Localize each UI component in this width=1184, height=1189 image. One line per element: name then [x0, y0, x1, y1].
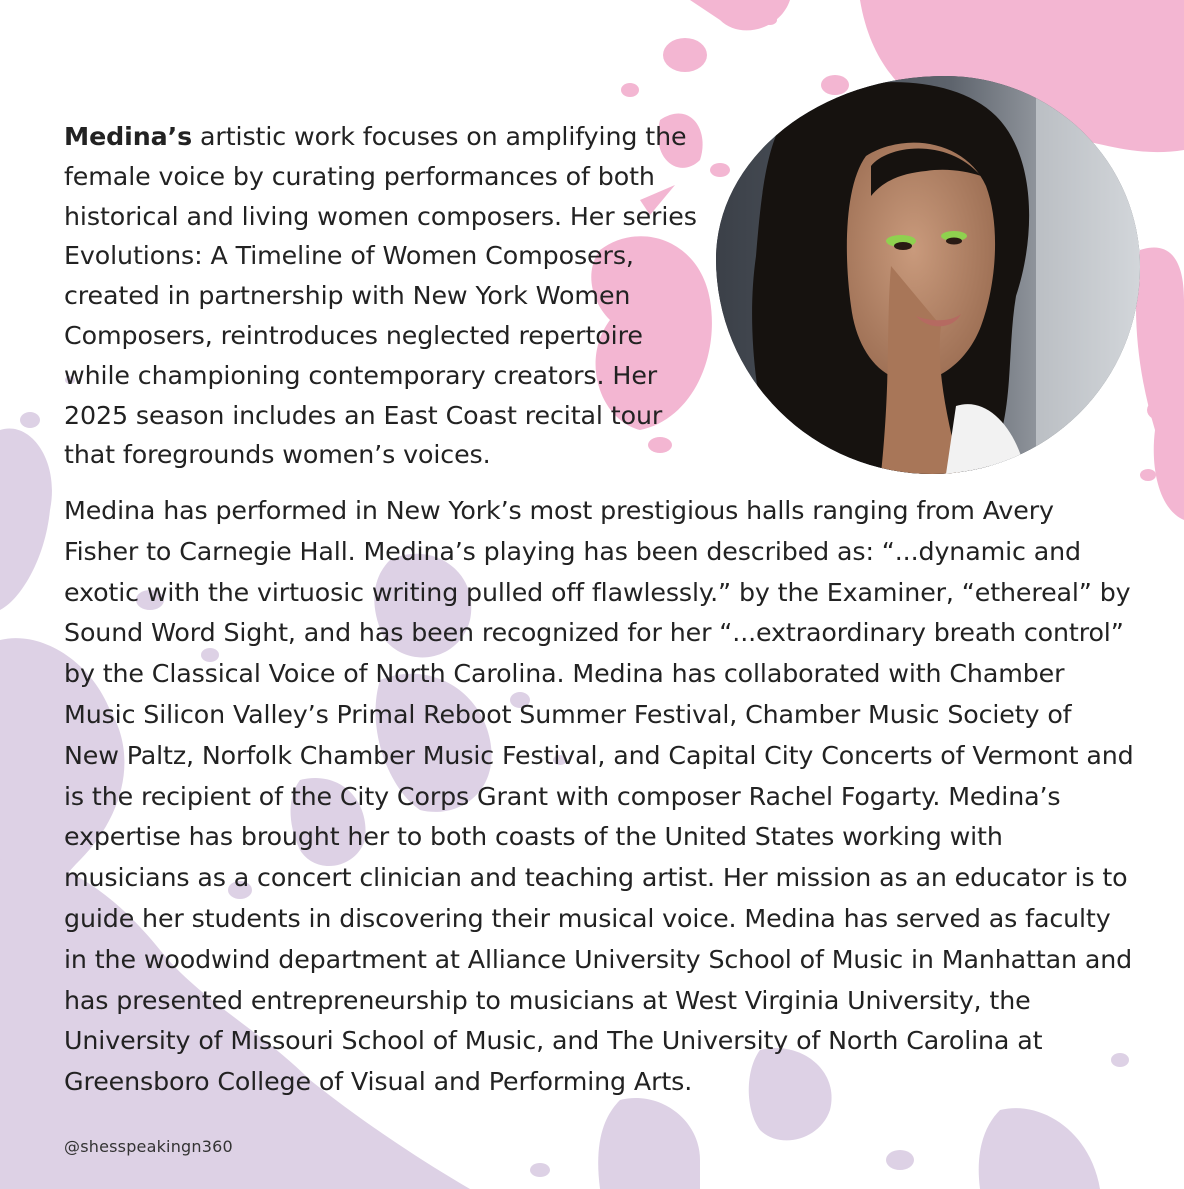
lead-name: Medina’s — [64, 122, 193, 151]
bio-paragraph: Medina has performed in New York’s most prestigious halls ranging from Avery Fisher to Carnegie Hall. Medina’s playing has been described as: “...dynamic and exotic with the virtuosic writing pulled off flawlessly.” by the Examiner, “ethereal” by Sound Word Sight, and has been recognized for her “...extraordinary breath control” by the Classical Voice of North Carolina. Medina has collaborated with Chamber Music Silicon Valley’s Primal Reboot Summer Festival, Chamber Music Society of New Paltz, Norfolk Chamber Music Festival, and Capital City Concerts of Vermont and is the recipient of the City Corps Grant with composer Rachel Fogarty. Medina’s expertise has brought her to both coasts of the United States working with musicians as a concert clinician and teaching artist. Her mission as an educator is to guide her students in discovering their musical voice. Medina has served as faculty in the woodwind department at Alliance University School of Music in Manhattan and has presented entrepreneurship to musicians at West Virginia University, the University of Missouri School of Music, and The University of North Carolina at Greensboro College of Visual and Performing Arts. — [64, 496, 1134, 1097]
intro-text: artistic work focuses on amplifying the female voice by curating performances of both historical and living women composers. Her series Evolutions: A Timeline of Women Composers, created in partnership with New York Women Composers, reintroduces neglected repertoire while championing contemporary creators. Her 2025 season includes an East Coast recital tour that foregrounds women’s voices. — [64, 122, 697, 470]
intro-paragraph — [64, 117, 709, 475]
social-handle: @shesspeakingn360 — [64, 1137, 233, 1156]
